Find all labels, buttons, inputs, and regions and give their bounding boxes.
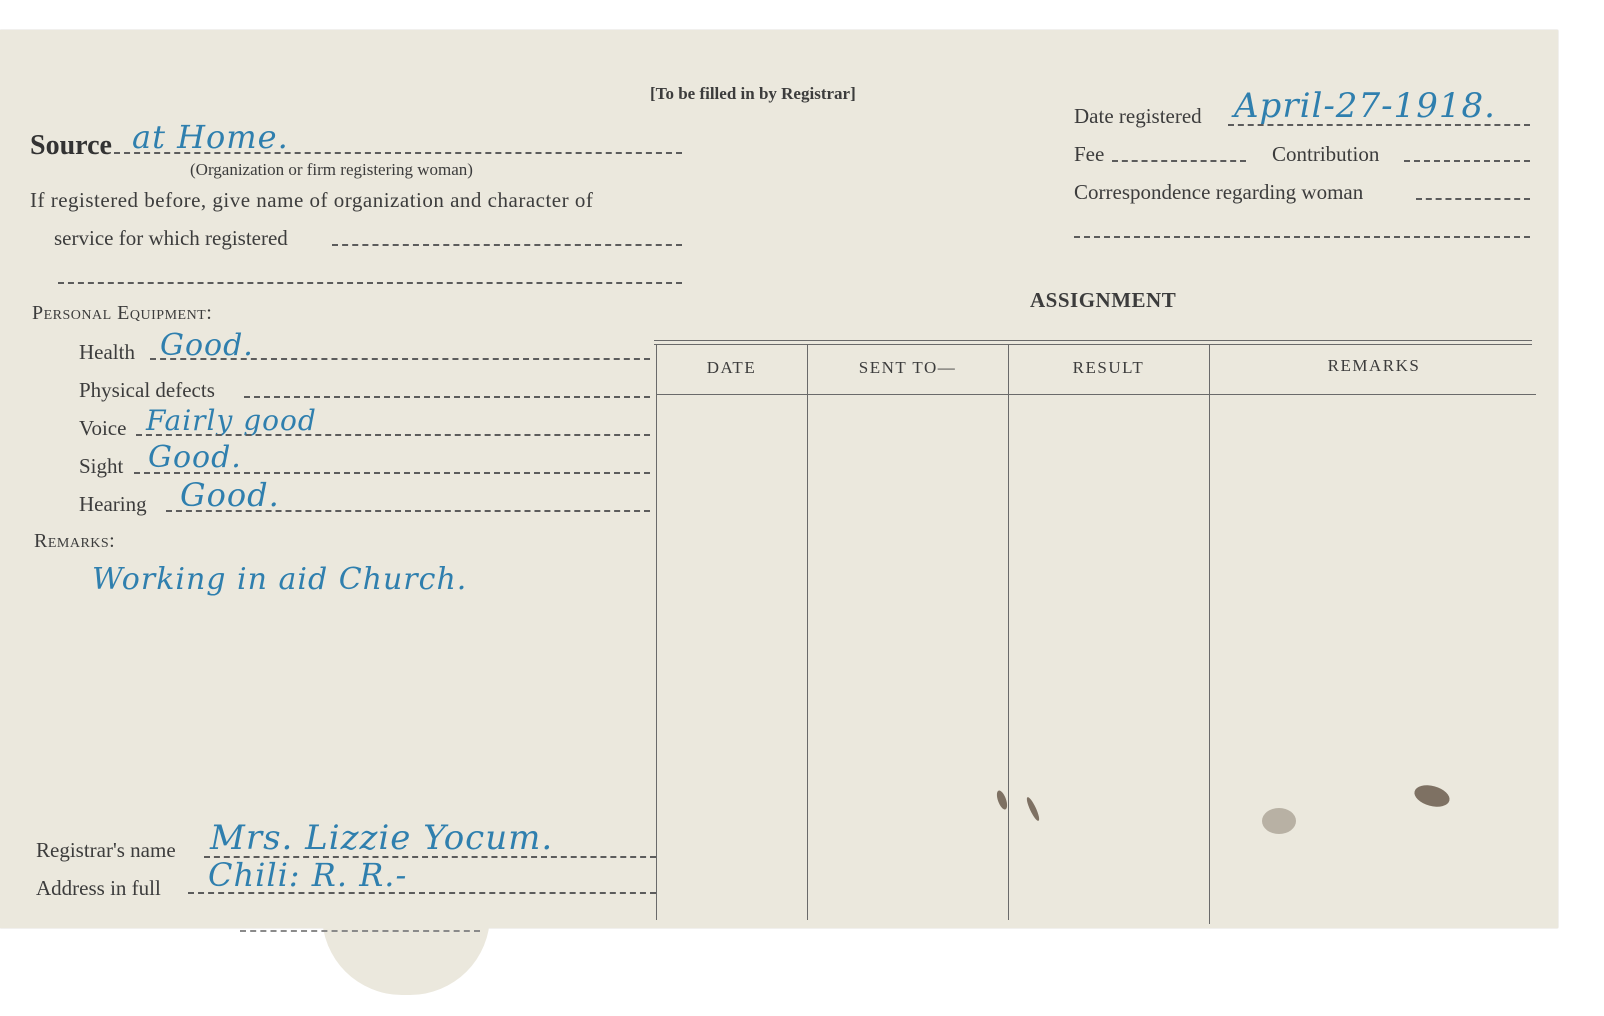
sight-line: [134, 472, 650, 474]
address-value: Chili: R. R.-: [208, 856, 408, 894]
remarks-value: Working in aid Church.: [92, 562, 468, 597]
table-header-rule: [656, 394, 1536, 395]
personal-equipment-label: Personal Equipment:: [32, 302, 213, 324]
remarks-label: Remarks:: [34, 530, 116, 552]
col-header-remarks: REMARKS: [1327, 356, 1421, 375]
registered-before-line2: service for which registered: [54, 226, 288, 250]
sight-value: Good.: [148, 440, 242, 475]
service-line-2: [58, 282, 682, 284]
correspondence-line: [1416, 198, 1530, 200]
source-line: [114, 152, 682, 154]
hearing-line: [166, 510, 650, 512]
fee-label: Fee: [1074, 142, 1105, 166]
defects-label: Physical defects: [79, 378, 215, 402]
health-value: Good.: [160, 328, 254, 363]
address-label: Address in full: [36, 876, 161, 900]
registered-before-line1: If registered before, give name of organization and character of: [30, 188, 594, 212]
fee-line: [1112, 160, 1246, 162]
correspondence-label: Correspondence regarding woman: [1074, 180, 1364, 204]
col-header-sent-to: SENT TO—: [858, 358, 957, 377]
voice-label: Voice: [79, 416, 127, 440]
table-col-line: [807, 344, 808, 920]
correspondence-line-2: [1074, 236, 1530, 238]
address-line: [188, 892, 656, 894]
card-tab: [322, 915, 490, 995]
sight-label: Sight: [79, 454, 124, 478]
table-top-rule-2: [654, 344, 1532, 345]
date-registered-value: April-27-1918.: [1234, 86, 1496, 126]
source-caption: (Organization or firm registering woman): [190, 160, 473, 179]
health-line: [150, 358, 650, 360]
assignment-title: ASSIGNMENT: [1030, 288, 1177, 312]
hearing-value: Good.: [180, 476, 280, 514]
col-header-result: RESULT: [1072, 358, 1145, 377]
col-header-date: DATE: [706, 358, 757, 377]
source-value: at Home.: [132, 118, 289, 156]
source-label: Source: [30, 130, 112, 161]
health-label: Health: [79, 340, 135, 364]
table-col-line: [1209, 344, 1210, 924]
date-registered-label: Date registered: [1074, 104, 1202, 128]
table-col-line: [656, 344, 657, 920]
registrar-value: Mrs. Lizzie Yocum.: [210, 818, 554, 858]
hearing-label: Hearing: [79, 492, 147, 516]
tab-line: [240, 930, 480, 932]
contribution-label: Contribution: [1272, 142, 1380, 166]
table-top-rule: [654, 340, 1532, 341]
service-line: [332, 244, 682, 246]
voice-value: Fairly good: [146, 404, 317, 437]
contribution-line: [1404, 160, 1530, 162]
defects-line: [244, 396, 650, 398]
ink-stain: [1262, 808, 1296, 834]
voice-line: [136, 434, 650, 436]
date-line: [1228, 124, 1530, 126]
registrar-note: [To be filled in by Registrar]: [650, 84, 856, 103]
table-col-line: [1008, 344, 1009, 920]
registrar-label: Registrar's name: [36, 838, 176, 862]
